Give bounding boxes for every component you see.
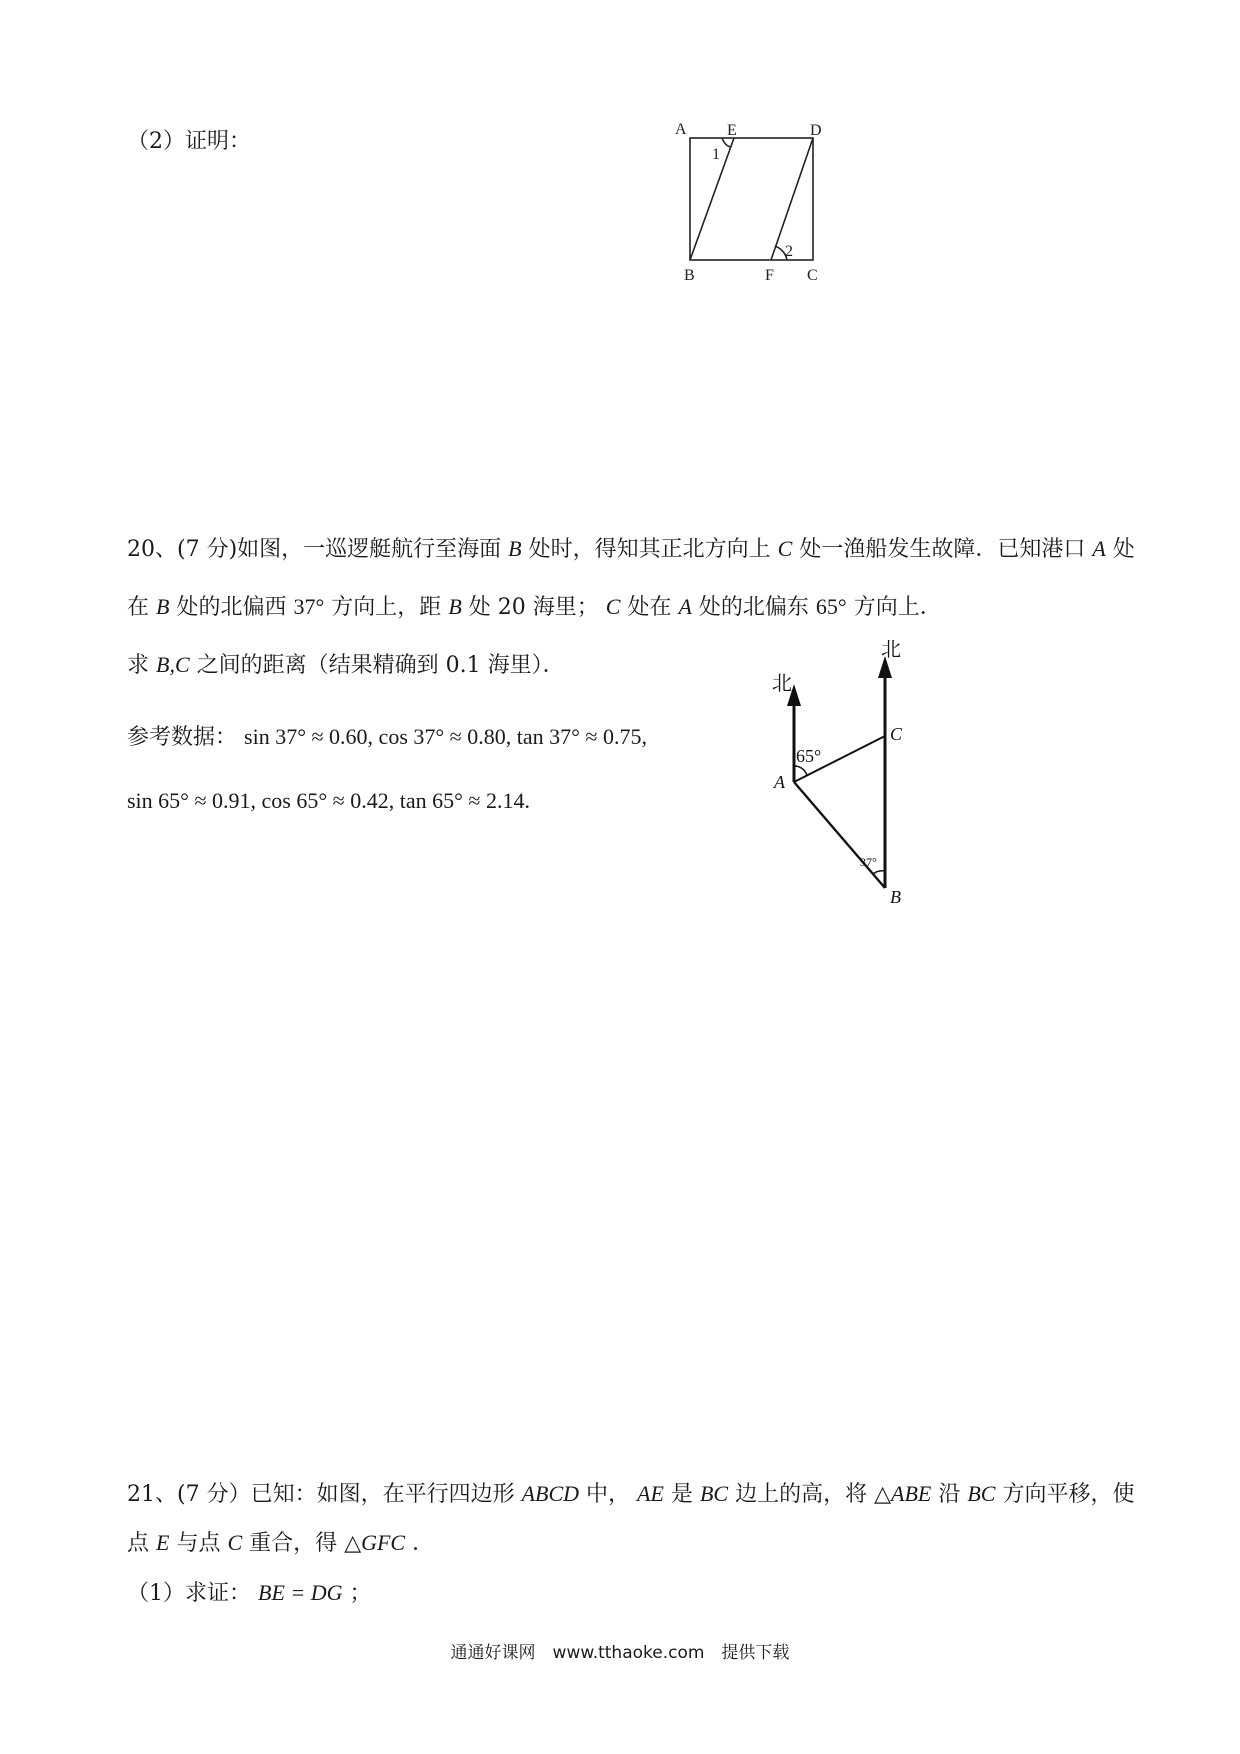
label-c: C	[890, 724, 903, 744]
q20-line2: 在 B 处的北偏西 37° 方向上，距 B 处 20 海里； C 处在 A 处的北偏东 65° 方向上．	[127, 594, 942, 620]
q20-line1: 20、(7 分)如图，一巡逻艇航行至海面 B 处时，得知其正北方向上 C 处一渔船发生故障．已知港口 A 处	[127, 536, 1135, 562]
q20-reference-data-2: sin 65° ≈ 0.91, cos 65° ≈ 0.42, tan 65° ≈ 2.14.	[127, 788, 530, 813]
label-f: F	[765, 267, 774, 284]
q20-line3: 求 B,C 之间的距离（结果精确到 0.1 海里）．	[127, 652, 565, 678]
angle1-arc	[722, 138, 731, 147]
q21-line1: 21、(7 分）已知：如图，在平行四边形 ABCD 中， AE 是 BC 边上的高，将 △ABE 沿 BC 方向平移，使	[127, 1481, 1135, 1507]
label-b: B	[890, 887, 901, 907]
q21-part1: （1）求证： BE = DG ；	[127, 1580, 372, 1606]
label-e: E	[727, 122, 737, 139]
label-b: B	[684, 267, 695, 284]
square-outline	[690, 138, 813, 260]
figure-square-abcd	[665, 112, 855, 296]
label-angle1: 1	[712, 146, 720, 163]
angle37-arc	[873, 871, 885, 874]
label-north-right: 北	[881, 640, 901, 661]
label-a: A	[675, 121, 687, 138]
label-a: A	[774, 772, 785, 792]
label-north-left: 北	[772, 671, 792, 695]
label-angle2: 2	[785, 243, 793, 260]
footer-source: 通通好课网 www.tthaoke.com 提供下载	[450, 1643, 790, 1663]
label-c: C	[807, 267, 818, 284]
label-d: D	[810, 122, 822, 139]
part2-label: （2）证明：	[127, 129, 251, 154]
segment-df	[771, 138, 813, 260]
label-angle37: 37°	[860, 855, 877, 869]
figure-navigation	[760, 640, 930, 914]
figure-navigation-svg	[760, 640, 930, 910]
segment-ab	[794, 782, 885, 888]
q21-line2: 点 E 与点 C 重合，得 △GFC ．	[127, 1530, 435, 1556]
q20-reference-data-1: 参考数据： sin 37° ≈ 0.60, cos 37° ≈ 0.80, tan 37° ≈ 0.75,	[127, 724, 648, 750]
angle65-arc	[794, 766, 807, 775]
figure-square-svg	[665, 112, 855, 292]
label-angle65: 65°	[796, 746, 822, 766]
